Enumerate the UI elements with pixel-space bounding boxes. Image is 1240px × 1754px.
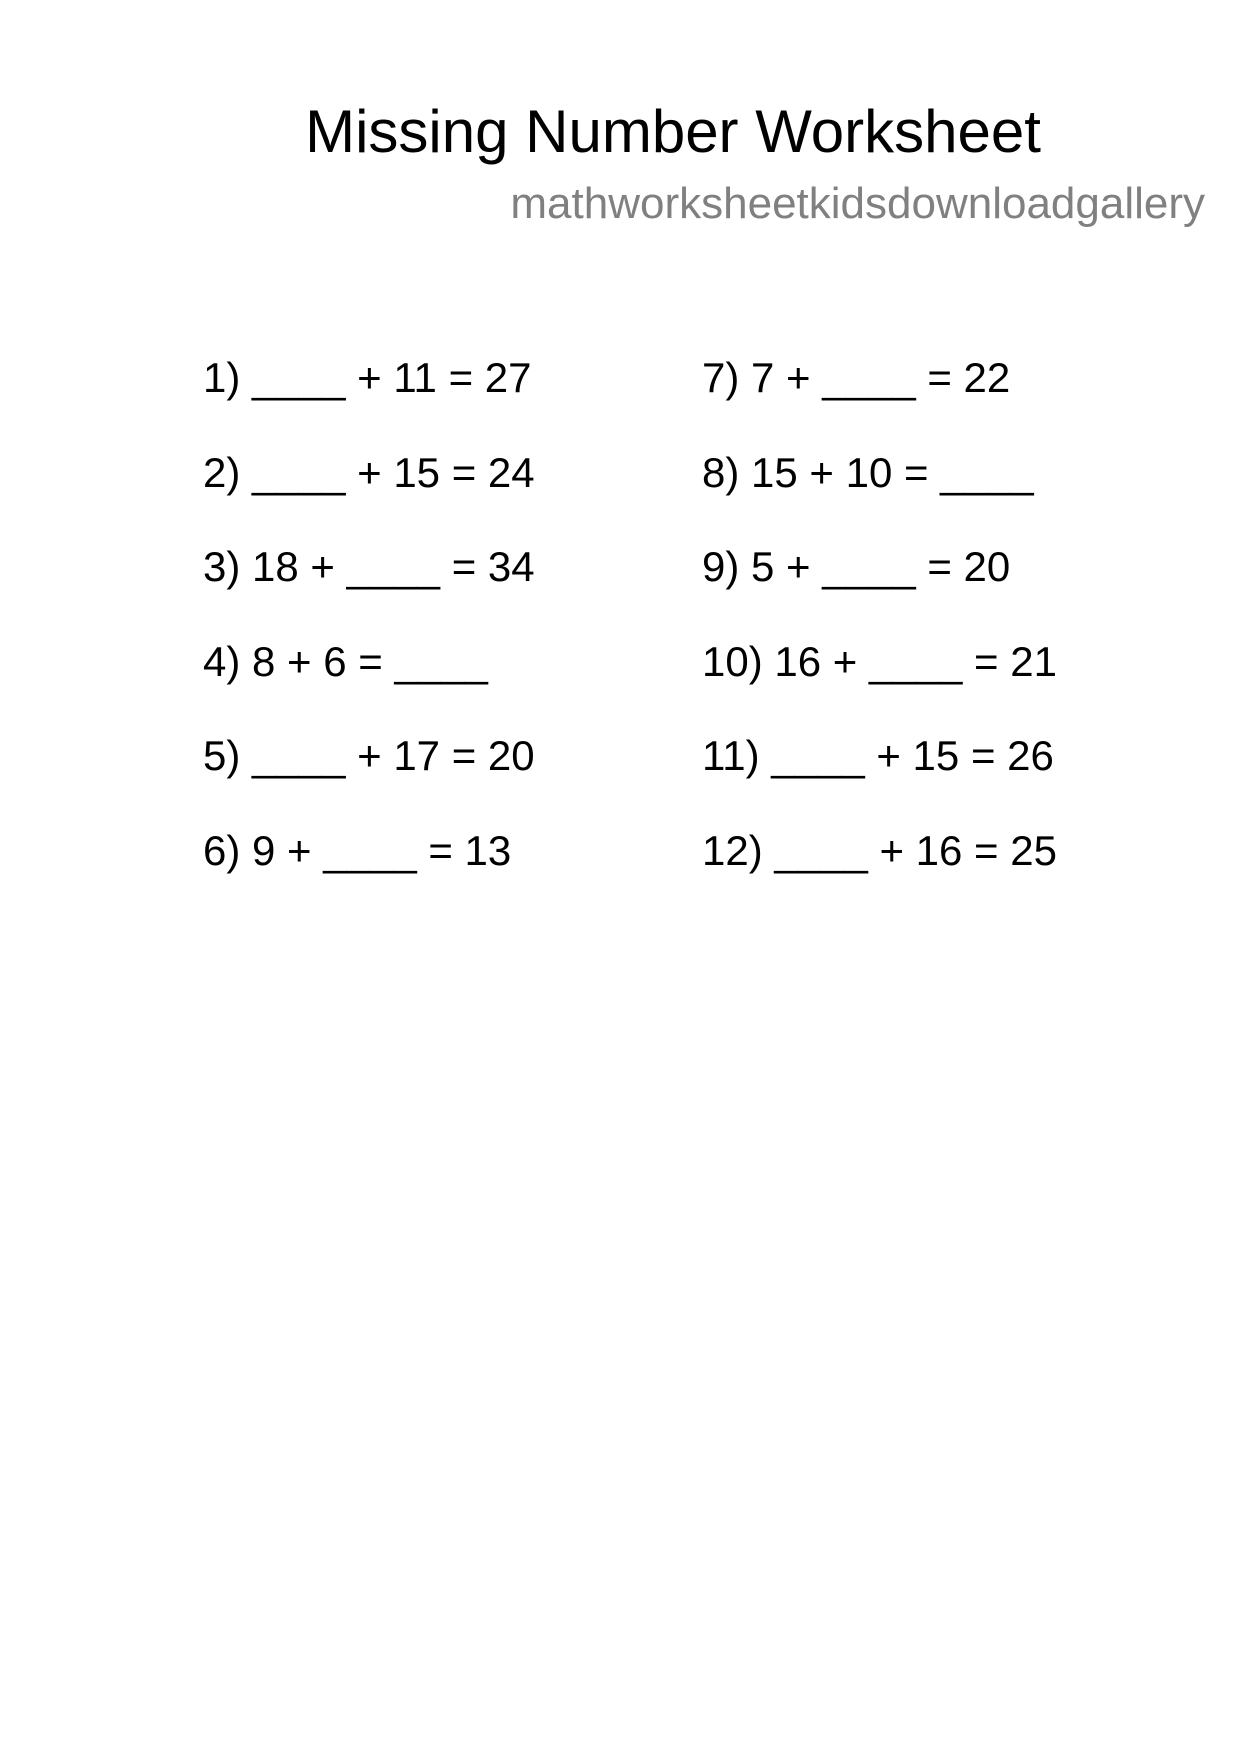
- worksheet-title: Missing Number Worksheet: [305, 98, 1041, 165]
- problem-12: 12) ____ + 16 = 25: [702, 827, 1057, 874]
- problem-3: 3) 18 + ____ = 34: [203, 543, 535, 590]
- worksheet-source-subtitle: mathworksheetkidsdownloadgallery: [510, 179, 1205, 228]
- problem-9: 9) 5 + ____ = 20: [702, 543, 1011, 590]
- problem-10: 10) 16 + ____ = 21: [702, 638, 1057, 685]
- problem-5: 5) ____ + 17 = 20: [203, 732, 535, 779]
- problem-11: 11) ____ + 15 = 26: [702, 732, 1054, 779]
- problem-6: 6) 9 + ____ = 13: [203, 827, 512, 874]
- problem-7: 7) 7 + ____ = 22: [702, 354, 1011, 401]
- problem-2: 2) ____ + 15 = 24: [203, 449, 535, 496]
- problem-8: 8) 15 + 10 = ____: [702, 449, 1034, 496]
- problem-1: 1) ____ + 11 = 27: [203, 354, 532, 401]
- problem-4: 4) 8 + 6 = ____: [203, 638, 488, 685]
